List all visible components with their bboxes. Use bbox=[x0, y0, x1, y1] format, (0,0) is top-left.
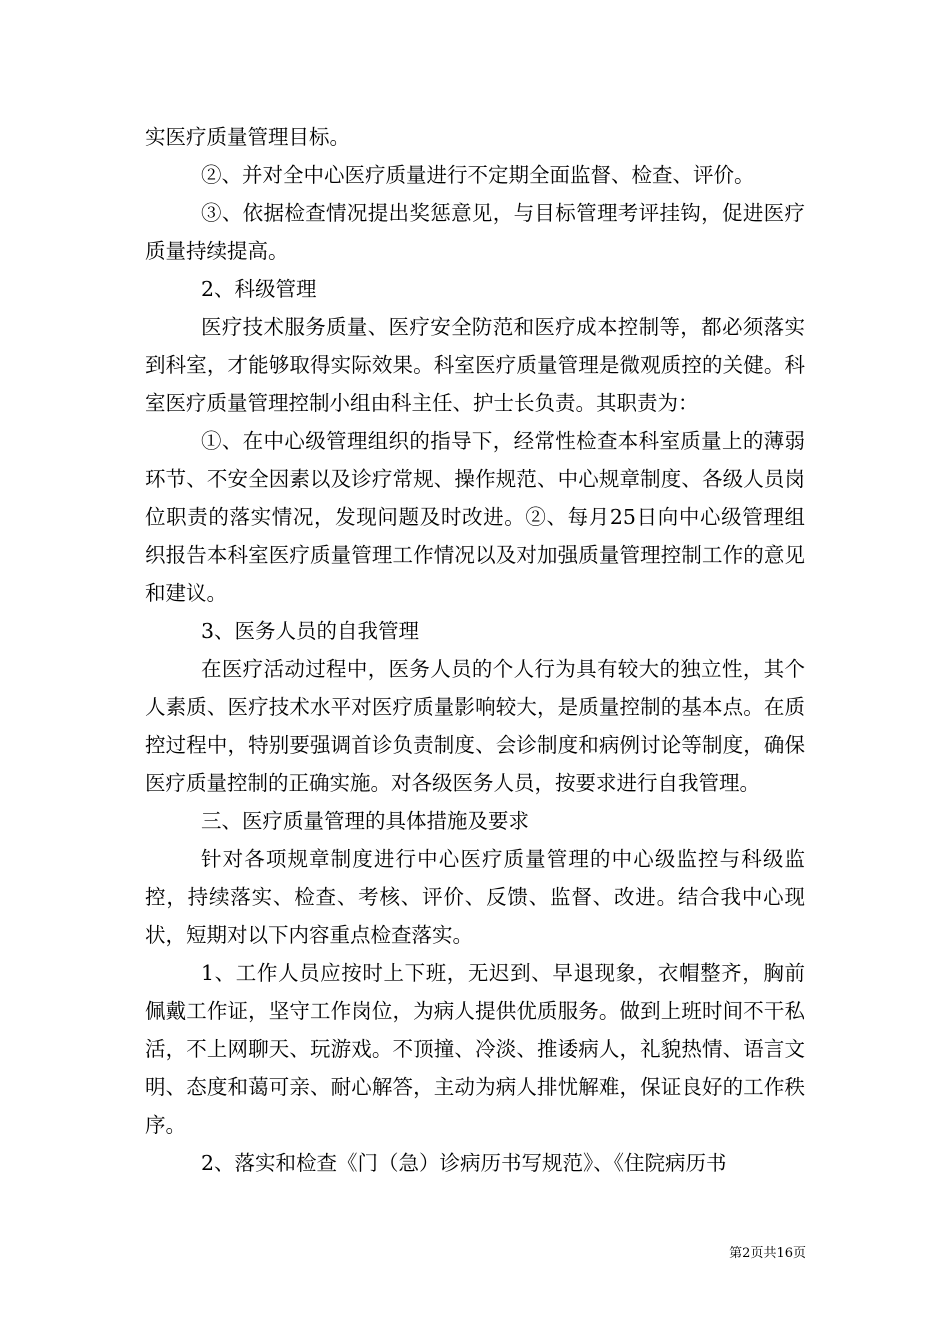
paragraph: 三、医疗质量管理的具体措施及要求 bbox=[201, 809, 529, 833]
paragraph: 1、工作人员应按时上下班，无迟到、早退现象，衣帽整齐，胸前佩戴工作证，坚守工作岗位，为病人提供优质服务。做到上班时间不干私活，不上网聊天、玩游戏。不顶撞、冷淡、推诿病人，礼貌热情、语言文明、态度和蔼可亲、耐心解答，主动为病人排忧解难，保证良好的工作秩序。 bbox=[145, 961, 805, 1137]
page-footer: 第2页共16页 bbox=[729, 1246, 806, 1261]
paragraph: ②、并对全中心医疗质量进行不定期全面监督、检查、评价。 bbox=[201, 163, 755, 187]
paragraph: ③、依据检查情况提出奖惩意见，与目标管理考评挂钩，促进医疗质量持续提高。 bbox=[145, 201, 805, 263]
paragraph: 针对各项规章制度进行中心医疗质量管理的中心级监控与科级监控，持续落实、检查、考核、评价、反馈、监督、改进。结合我中心现状，短期对以下内容重点检查落实。 bbox=[145, 847, 805, 947]
document-body bbox=[145, 118, 805, 1182]
paragraph: 医疗技术服务质量、医疗安全防范和医疗成本控制等，都必须落实到科室，才能够取得实际效果。科室医疗质量管理是微观质控的关健。科室医疗质量管理控制小组由科主任、护士长负责。其职责为： bbox=[145, 315, 805, 415]
paragraph: 在医疗活动过程中，医务人员的个人行为具有较大的独立性，其个人素质、医疗技术水平对医疗质量影响较大，是质量控制的基本点。在质控过程中，特别要强调首诊负责制度、会诊制度和病例讨论等制度，确保医疗质量控制的正确实施。对各级医务人员，按要求进行自我管理。 bbox=[145, 657, 805, 795]
paragraph: ①、在中心级管理组织的指导下，经常性检查本科室质量上的薄弱环节、不安全因素以及诊疗常规、操作规范、中心规章制度、各级人员岗位职责的落实情况，发现问题及时改进。②、每月25日向中心级管理组织报告本科室医疗质量管理工作情况以及对加强质量管理控制工作的意见和建议。 bbox=[145, 429, 805, 605]
paragraph: 3、医务人员的自我管理 bbox=[201, 619, 420, 643]
paragraph: 2、科级管理 bbox=[201, 277, 317, 301]
paragraph: 2、落实和检查《门（急）诊病历书写规范》、《住院病历书 bbox=[201, 1151, 727, 1175]
paragraph: 实医疗质量管理目标。 bbox=[145, 125, 350, 149]
